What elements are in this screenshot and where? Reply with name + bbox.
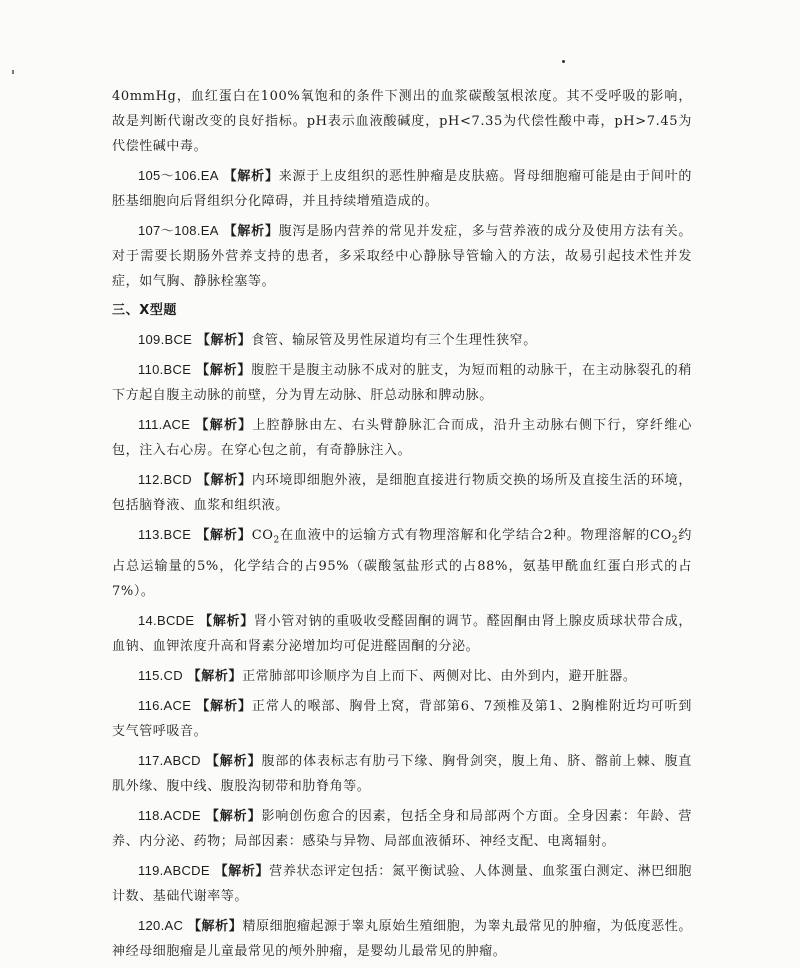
answer-content <box>112 84 692 968</box>
analysis-tag: 【解析】 <box>214 863 270 879</box>
answer-text: 正常人的喉部、胸骨上窝，背部第6、7颈椎及第1、2胸椎附近均可听到支气管呼吸音。 <box>112 698 693 739</box>
answer-item <box>112 412 692 463</box>
analysis-tag: 【解析】 <box>223 169 279 184</box>
answer-text: 上腔静脉由左、右头臂静脉汇合而成，沿升主动脉右侧下行，穿纤维心包，注入右心房。在穿心包之前，有奇静脉注入。 <box>112 418 692 458</box>
answer-text: 内环境即细胞外液，是细胞直接进行物质交换的场所及直接生活的环境，包括脑脊液、血浆和组织液。 <box>112 473 693 513</box>
analysis-tag: 【解析】 <box>187 918 243 934</box>
answer-item <box>112 693 692 744</box>
answer-number: 109.BCE <box>138 332 193 347</box>
answer-item <box>112 467 692 518</box>
answer-item <box>112 803 692 854</box>
answer-number: 107～108.EA <box>138 223 219 238</box>
answer-text: 营养状态评定包括：氮平衡试验、人体测量、血浆蛋白测定、淋巴细胞计数、基础代谢率等。 <box>112 863 692 904</box>
answer-text: 腹泻是肠内营养的常见并发症，多与营养液的成分及使用方法有关。对于需要长期肠外营养支持的患者，多采取经中心静脉导管输入的方法，故易引起技术性并发症，如气胸、静脉栓塞等。 <box>112 224 692 289</box>
answer-item <box>112 663 692 689</box>
analysis-tag: 【解析】 <box>205 808 262 824</box>
answer-text: 正常肺部叩诊顺序为自上而下、两侧对比、由外到内，避开脏器。 <box>242 668 637 684</box>
answer-item <box>112 327 692 353</box>
analysis-tag: 【解析】 <box>196 473 252 488</box>
analysis-tag: 【解析】 <box>187 668 243 684</box>
answer-item <box>112 522 692 604</box>
answer-item <box>112 913 692 964</box>
analysis-tag: 【解析】 <box>205 753 262 769</box>
answer-number: 110.BCE <box>138 362 192 377</box>
answer-number: 14.BCDE <box>138 612 195 628</box>
answer-item <box>112 218 692 294</box>
answer-item <box>112 163 692 214</box>
answer-text: 精原细胞瘤起源于睾丸原始生殖细胞，为睾丸最常见的肿瘤，为低度恶性。神经母细胞瘤是儿童最常见的颅外肿瘤，是婴幼儿最常见的肿瘤。 <box>112 918 692 959</box>
answer-number: 112.BCD <box>138 472 192 487</box>
scan-speck <box>562 60 565 63</box>
answer-text: 肾小管对钠的重吸收受醛固酮的调节。醛固酮由肾上腺皮质球状带合成，血钠、血钾浓度升高和肾素分泌增加均可促进醛固酮的分泌。 <box>112 613 692 654</box>
intro-paragraph: 40mmHg，血红蛋白在100%氧饱和的条件下测出的血浆碳酸氢根浓度。其不受呼吸的影响，故是判断代谢改变的良好指标。pH表示血液酸碱度，pH<7.35为代偿性酸中毒，pH>7.45为代偿性碱中毒。 <box>112 89 692 154</box>
analysis-tag: 【解析】 <box>199 613 254 629</box>
answer-number: 118.ACDE <box>138 807 201 823</box>
analysis-tag: 【解析】 <box>196 333 252 348</box>
scan-speck <box>12 70 14 74</box>
answer-number: 113.BCE <box>138 527 192 542</box>
answer-number: 105～106.EA <box>138 168 219 183</box>
answer-number: 111.ACE <box>138 417 191 432</box>
answer-item <box>112 748 692 799</box>
analysis-tag: 【解析】 <box>223 224 279 239</box>
section-title: 三、X型题 <box>112 303 178 318</box>
analysis-tag: 【解析】 <box>196 528 252 543</box>
analysis-tag: 【解析】 <box>195 418 253 433</box>
answer-number: 116.ACE <box>138 697 192 713</box>
answer-text: 腹腔干是腹主动脉不成对的脏支，为短而粗的动脉干，在主动脉裂孔的稍下方起自腹主动脉的前壁，分为胃左动脉、肝总动脉和脾动脉。 <box>112 363 693 403</box>
answer-text: 在血液中的运输方式有物理溶解和化学结合2种。物理溶解的 <box>279 528 650 543</box>
answer-item <box>112 858 692 909</box>
answer-item <box>112 608 692 659</box>
co2-formula: $CO_2$ <box>251 528 280 546</box>
answer-item <box>112 357 692 408</box>
answer-text: 影响创伤愈合的因素，包括全身和局部两个方面。全身因素：年龄、营养、内分泌、药物；局部因素：感染与异物、局部血液循环、神经支配、电离辐射。 <box>112 808 692 849</box>
answer-text: 约占总运输量的5%，化学结合的占95%（碳酸氢盐形式的占88%，氨基甲酰血红蛋白形式的占7%）。 <box>112 528 692 599</box>
answer-number: 120.AC <box>138 917 184 933</box>
analysis-tag: 【解析】 <box>196 363 252 378</box>
co2-formula: $CO_2$ <box>649 528 679 546</box>
answer-number: 117.ABCD <box>138 752 201 768</box>
answer-number: 115.CD <box>138 667 183 683</box>
answer-text: 食管、输尿管及男性尿道均有三个生理性狭窄。 <box>251 333 537 348</box>
answer-text: 来源于上皮组织的恶性肿瘤是皮肤癌。肾母细胞瘤可能是由于间叶的胚基细胞向后肾组织分化障碍，并且持续增殖造成的。 <box>112 169 692 209</box>
analysis-tag: 【解析】 <box>196 698 252 714</box>
answer-number: 119.ABCDE <box>138 862 210 878</box>
answer-text: 腹部的体表标志有肋弓下缘、胸骨剑突，腹上角、脐、髂前上棘、腹直肌外缘、腹中线、腹股沟韧带和肋脊角等。 <box>112 753 692 794</box>
